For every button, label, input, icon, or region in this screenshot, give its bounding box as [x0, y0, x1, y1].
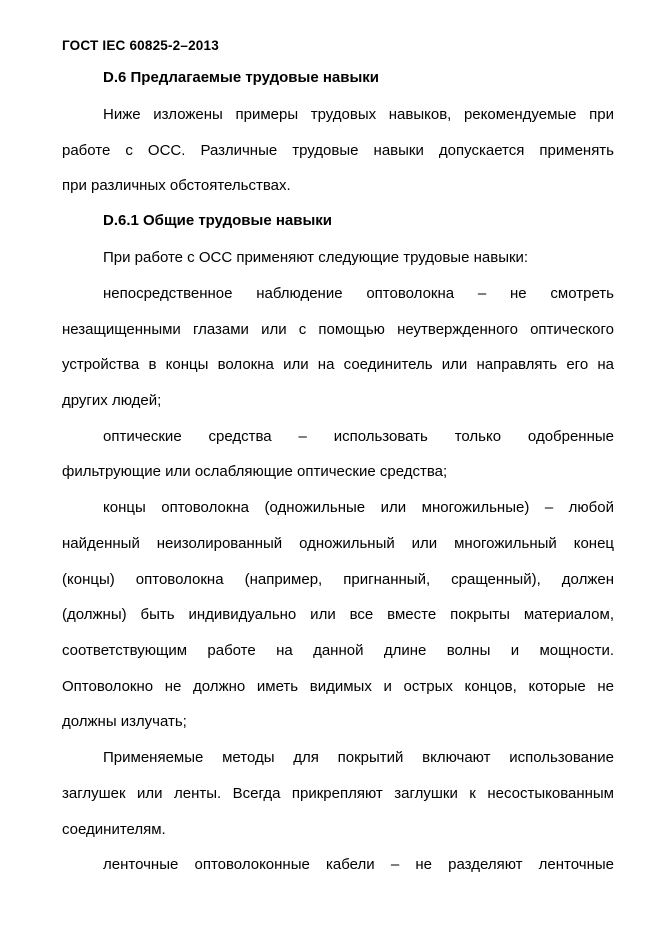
paragraph-line: незащищенными глазами или с помощью неутвержденного оптического [62, 321, 614, 338]
paragraph-line: концы оптоволокна (одножильные или многожильные) – любой [103, 499, 614, 516]
paragraph-line: соответствующим работе на данной длине волны и мощности. [62, 642, 614, 659]
paragraph-line: Оптоволокно не должно иметь видимых и острых концов, которые не [62, 678, 614, 695]
paragraph-line: должны излучать; [62, 713, 187, 730]
paragraph-line: (концы) оптоволокна (например, пригнанный, сращенный), должен [62, 571, 614, 588]
paragraph-line: соединителям. [62, 821, 166, 838]
paragraph-line: Ниже изложены примеры трудовых навыков, рекомендуемые при [103, 106, 614, 123]
paragraph-line: фильтрующие или ослабляющие оптические средства; [62, 463, 448, 480]
paragraph-line: найденный неизолированный одножильный или многожильный конец [62, 535, 614, 552]
section-heading-d61: D.6.1 Общие трудовые навыки [103, 212, 333, 229]
paragraph-line: (должны) быть индивидуально или все вместе покрыты материалом, [62, 606, 614, 623]
paragraph-line: при различных обстоятельствах. [62, 177, 291, 194]
paragraph-line: При работе с ОСС применяют следующие трудовые навыки: [103, 249, 529, 266]
section-heading-d6: D.6 Предлагаемые трудовые навыки [103, 69, 380, 86]
paragraph-line: Применяемые методы для покрытий включают использование [103, 749, 614, 766]
paragraph-line: ленточные оптоволоконные кабели – не разделяют ленточные [103, 856, 614, 873]
paragraph-line: работе с ОСС. Различные трудовые навыки допускается применять [62, 142, 614, 159]
paragraph-line: устройства в концы волокна или на соединитель или направлять его на [62, 356, 614, 373]
paragraph-line: других людей; [62, 392, 162, 409]
paragraph-line: непосредственное наблюдение оптоволокна – не смотреть [103, 285, 614, 302]
paragraph-line: оптические средства – использовать только одобренные [103, 428, 614, 445]
paragraph-line: заглушек или ленты. Всегда прикрепляют заглушки к несостыкованным [62, 785, 614, 802]
document-header: ГОСТ IEC 60825-2–2013 [62, 38, 219, 53]
